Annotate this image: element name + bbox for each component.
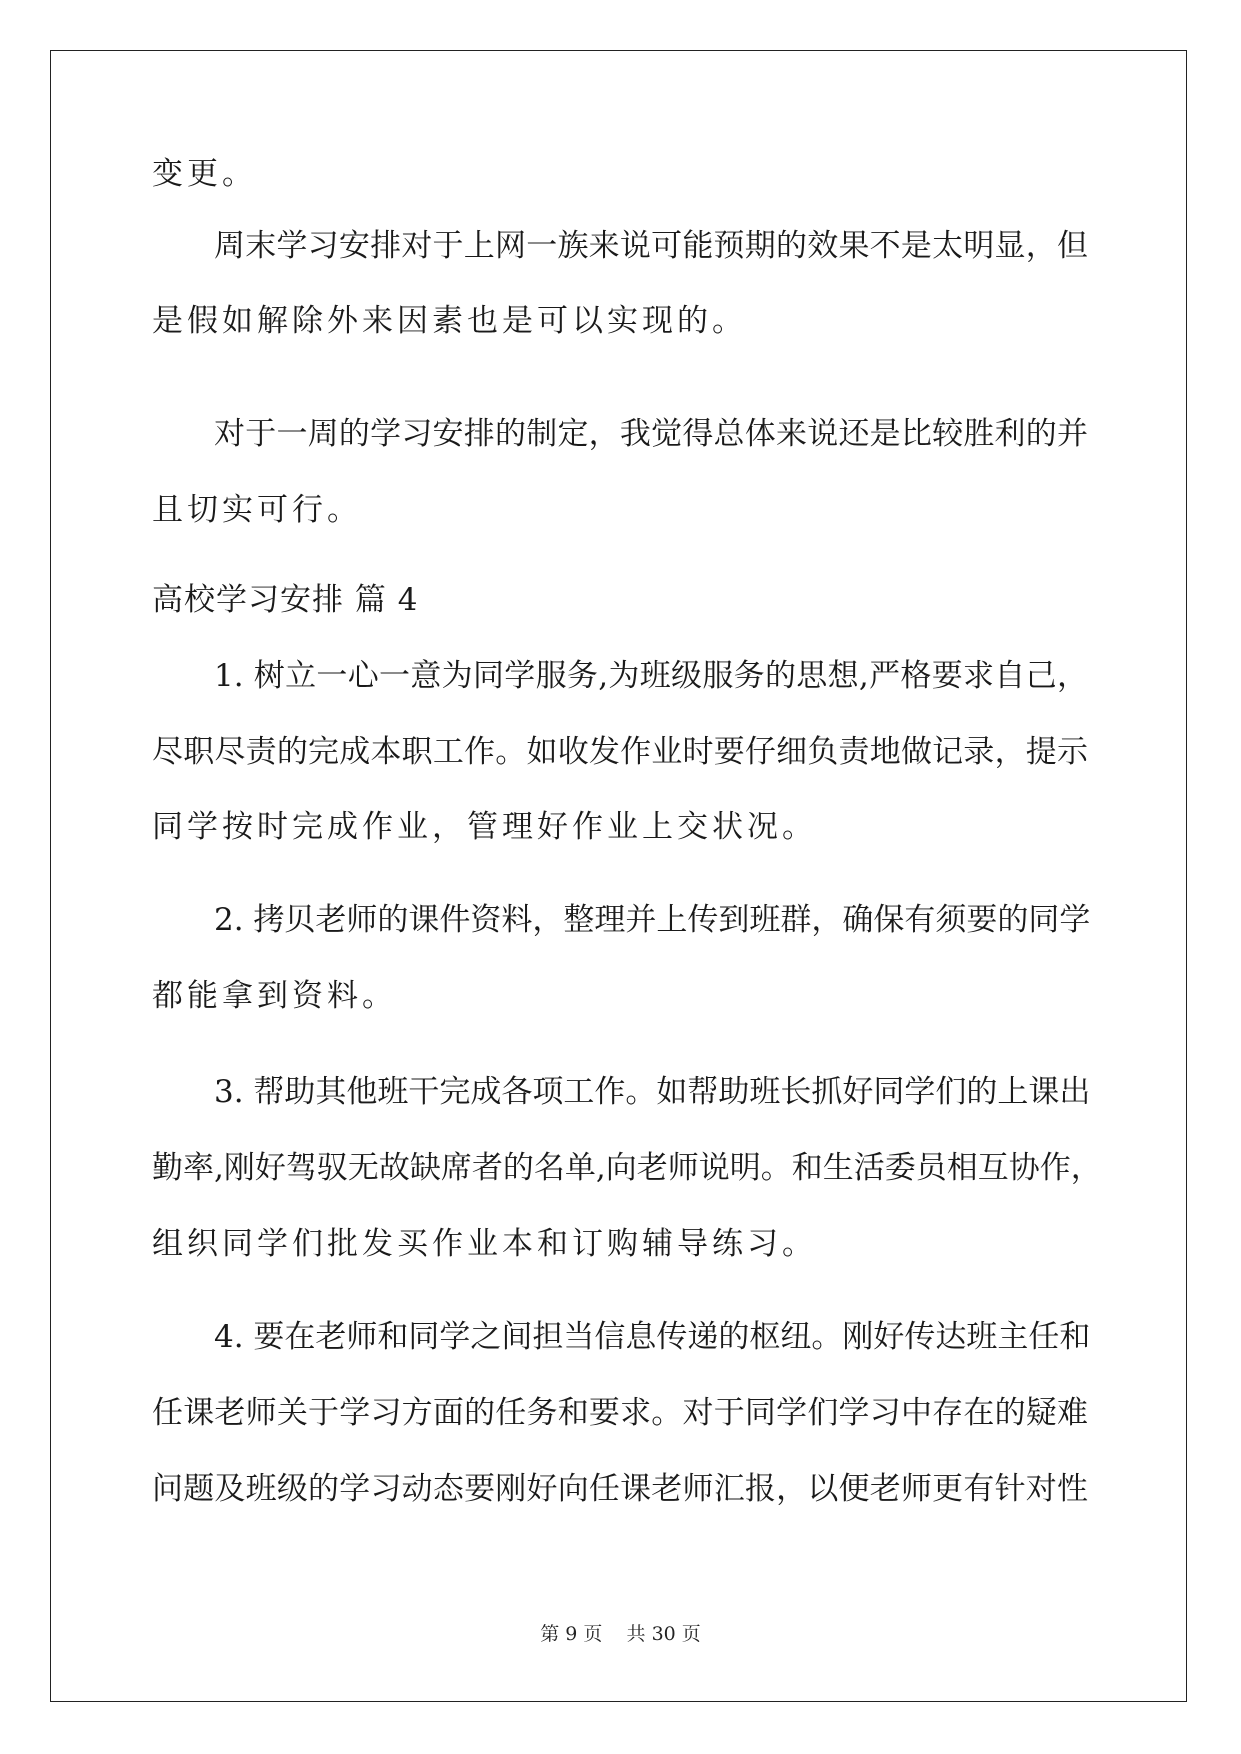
text-line: 3. 帮助其他班干完成各项工作。如帮助班长抓好同学们的上课出 (214, 1074, 1091, 1110)
text-line: 同学按时完成作业，管理好作业上交状况。 (152, 809, 817, 845)
text-line: 1. 树立一心一意为同学服务,为班级服务的思想,严格要求自己， (214, 658, 1088, 694)
text-line: 变更。 (152, 156, 257, 192)
text-line: 任课老师关于学习方面的任务和要求。对于同学们学习中存在的疑难 (152, 1395, 1088, 1431)
text-line: 都能拿到资料。 (152, 978, 397, 1014)
text-line: 且切实可行。 (152, 492, 362, 528)
text-line: 组织同学们批发买作业本和订购辅导练习。 (152, 1226, 817, 1262)
text-line: 问题及班级的学习动态要刚好向任课老师汇报，以便老师更有针对性 (152, 1471, 1088, 1507)
text-line: 2. 拷贝老师的课件资料，整理并上传到班群，确保有须要的同学 (214, 902, 1091, 938)
page-total: 共 30 页 (626, 1623, 701, 1645)
text-line: 4. 要在老师和同学之间担当信息传递的枢纽。刚好传达班主任和 (214, 1319, 1091, 1355)
text-line: 周末学习安排对于上网一族来说可能预期的效果不是太明显，但 (214, 228, 1088, 264)
text-line: 勤率,刚好驾驭无故缺席者的名单,向老师说明。和生活委员相互协作， (152, 1150, 1102, 1186)
page-border (50, 50, 1187, 1702)
page-number: 第 9 页 (540, 1623, 603, 1645)
page-footer (0, 1622, 1241, 1646)
text-line: 对于一周的学习安排的制定，我觉得总体来说还是比较胜利的并 (214, 416, 1088, 452)
text-line: 是假如解除外来因素也是可以实现的。 (152, 303, 747, 339)
text-line: 尽职尽责的完成本职工作。如收发作业时要仔细负责地做记录，提示 (152, 734, 1088, 770)
section-heading: 高校学习安排 篇 4 (152, 582, 419, 618)
